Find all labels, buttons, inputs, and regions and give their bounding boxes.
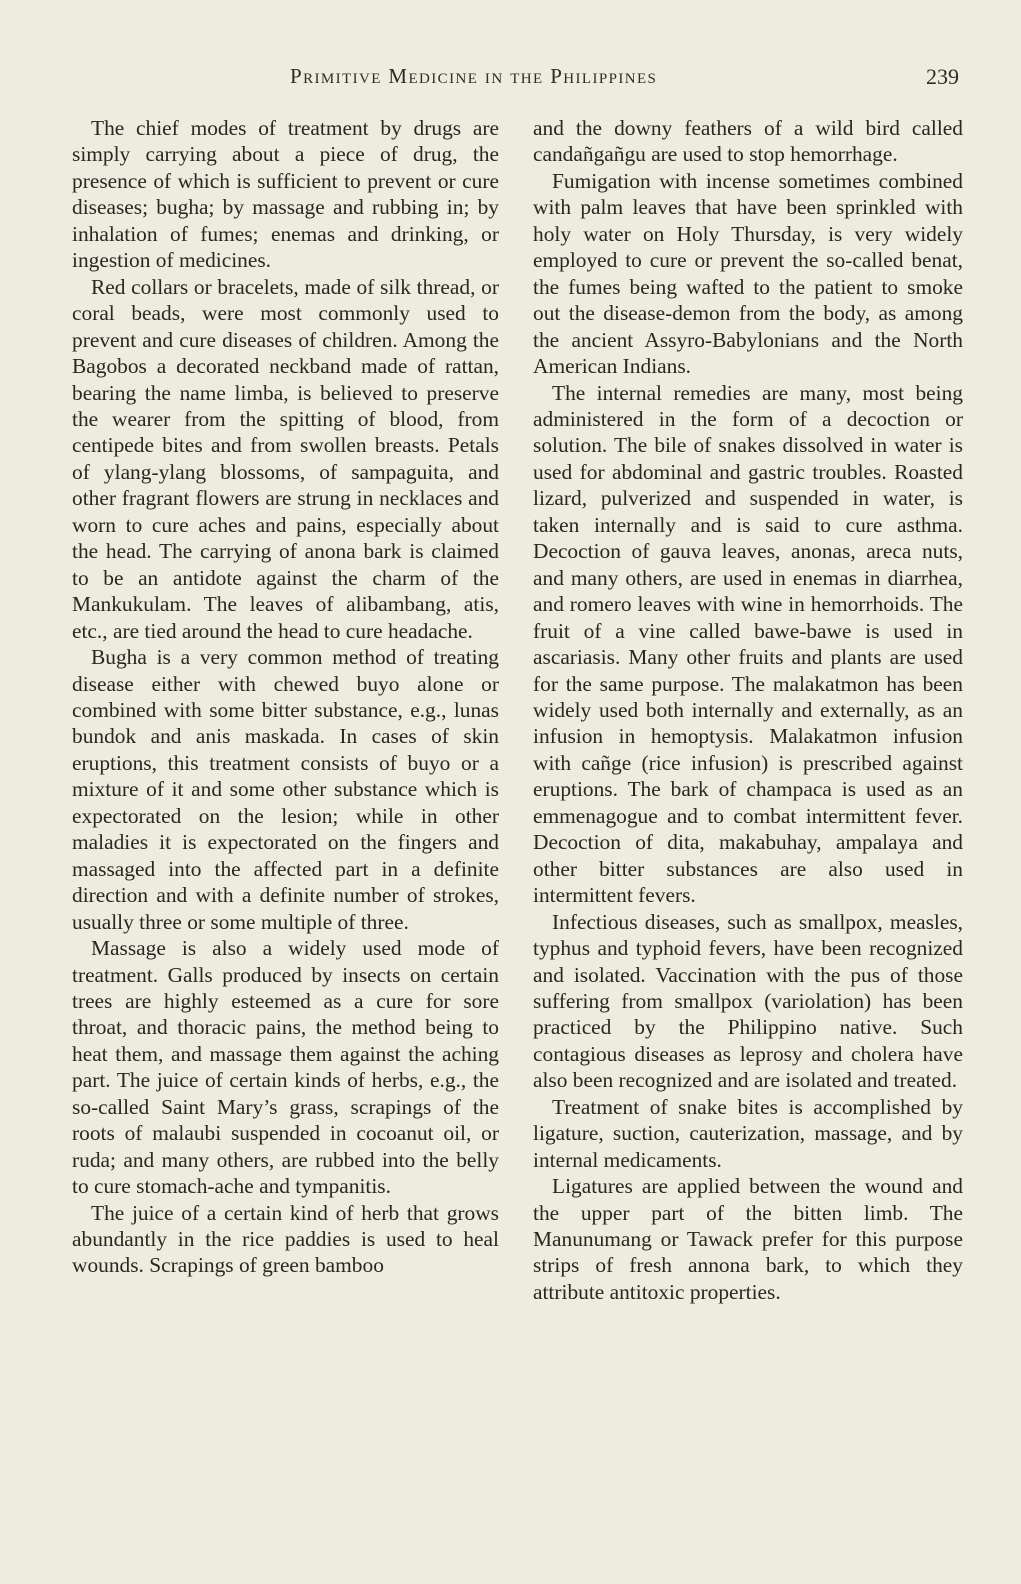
paragraph: Infectious diseases, such as smallpox, measles, typhus and typhoid fevers, have been recognized and isolated. Vaccination with the pus of those suffering from smallpox (variolation) has been practiced by the Philippino native. Such contagious diseases as leprosy and cholera have also been recognized and are isolated and treated. [533,909,963,1093]
running-head: Primitive Medicine in the Philippines [290,64,658,88]
paragraph: The chief modes of treatment by drugs are simply carrying about a piece of drug, the presence of which is sufficient to prevent or cure diseases; bugha; by massage and rubbing in; by inhalation of fumes; enemas and drinking, or ingestion of medicines. [72,116,499,273]
right-column [533,115,963,1305]
page-number: 239 [926,64,959,89]
paragraph: Massage is also a widely used mode of treatment. Galls produced by insects on certain trees are highly esteemed as a cure for sore throat, and thoracic pains, the method being to heat them, and massage them against the aching part. The juice of certain kinds of herbs, e.g., the so-called Saint Mary’s grass, scrapings of the roots of malaubi suspended in cocoanut oil, or ruda; and many others, are rubbed into the belly to cure stomach-ache and tympanitis. [72,936,499,1199]
paragraph: Bugha is a very common method of treating disease either with chewed buyo alone or combined with some bitter substance, e.g., lunas bundok and anis maskada. In cases of skin eruptions, this treatment consists of buyo or a mixture of it and some other substance which is expectorated on the lesion; while in other maladies it is expectorated on the fingers and massaged into the affected part in a definite direction and with a definite number of strokes, usually three or some multiple of three. [72,645,499,934]
paragraph: Treatment of snake bites is accomplished by ligature, suction, cauterization, massage, and by internal medicaments. [533,1094,963,1172]
paragraph: The juice of a certain kind of herb that grows abundantly in the rice paddies is used to heal wounds. Scrapings of green bamboo [72,1200,499,1278]
paragraph: Fumigation with incense sometimes combined with palm leaves that have been sprinkled with holy water on Holy Thursday, is very widely employed to cure or prevent the so-called benat, the fumes being wafted to the patient to smoke out the disease-demon from the body, as among the ancient Assyro-Babylonians and the North American Indians. [533,168,963,379]
paragraph: Red collars or bracelets, made of silk thread, or coral beads, were most commonly used to prevent and cure diseases of children. Among the Bagobos a decorated neckband made of rattan, bearing the name limba, is believed to preserve the wearer from the spitting of blood, from centipede bites and from swollen breasts. Petals of ylang-ylang blossoms, of sampaguita, and other fragrant flowers are strung in necklaces and worn to cure aches and pains, especially about the head. The carrying of anona bark is claimed to be an antidote against the charm of the Mankukulam. The leaves of alibambang, atis, etc., are tied around the head to cure headache. [72,274,499,643]
left-column [72,115,499,1279]
continued-paragraph: and the downy feathers of a wild bird called candañgañgu are used to stop hemorrhage. [533,116,963,167]
paragraph: Ligatures are applied between the wound and the upper part of the bitten limb. The Manunumang or Tawack prefer for this purpose strips of fresh annona bark, to which they attribute antitoxic properties. [533,1174,963,1304]
paragraph: The internal remedies are many, most being administered in the form of a decoction or solution. The bile of snakes dissolved in water is used for abdominal and gastric troubles. Roasted lizard, pulverized and suspended in water, is taken internally and is said to cure asthma. Decoction of gauva leaves, anonas, areca nuts, and many others, are used in enemas in diarrhea, and romero leaves with wine in hemorrhoids. The fruit of a vine called bawe-bawe is used in ascariasis. Many other fruits and plants are used for the same purpose. The malakatmon has been widely used both internally and externally, as an infusion in hemoptysis. Malakatmon infusion with cañge (rice infusion) is prescribed against eruptions. The bark of champaca is used as an emmenagogue and to combat intermittent fever. Decoction of dita, makabuhay, ampalaya and other bitter substances are also used in intermittent fevers. [533,380,963,908]
